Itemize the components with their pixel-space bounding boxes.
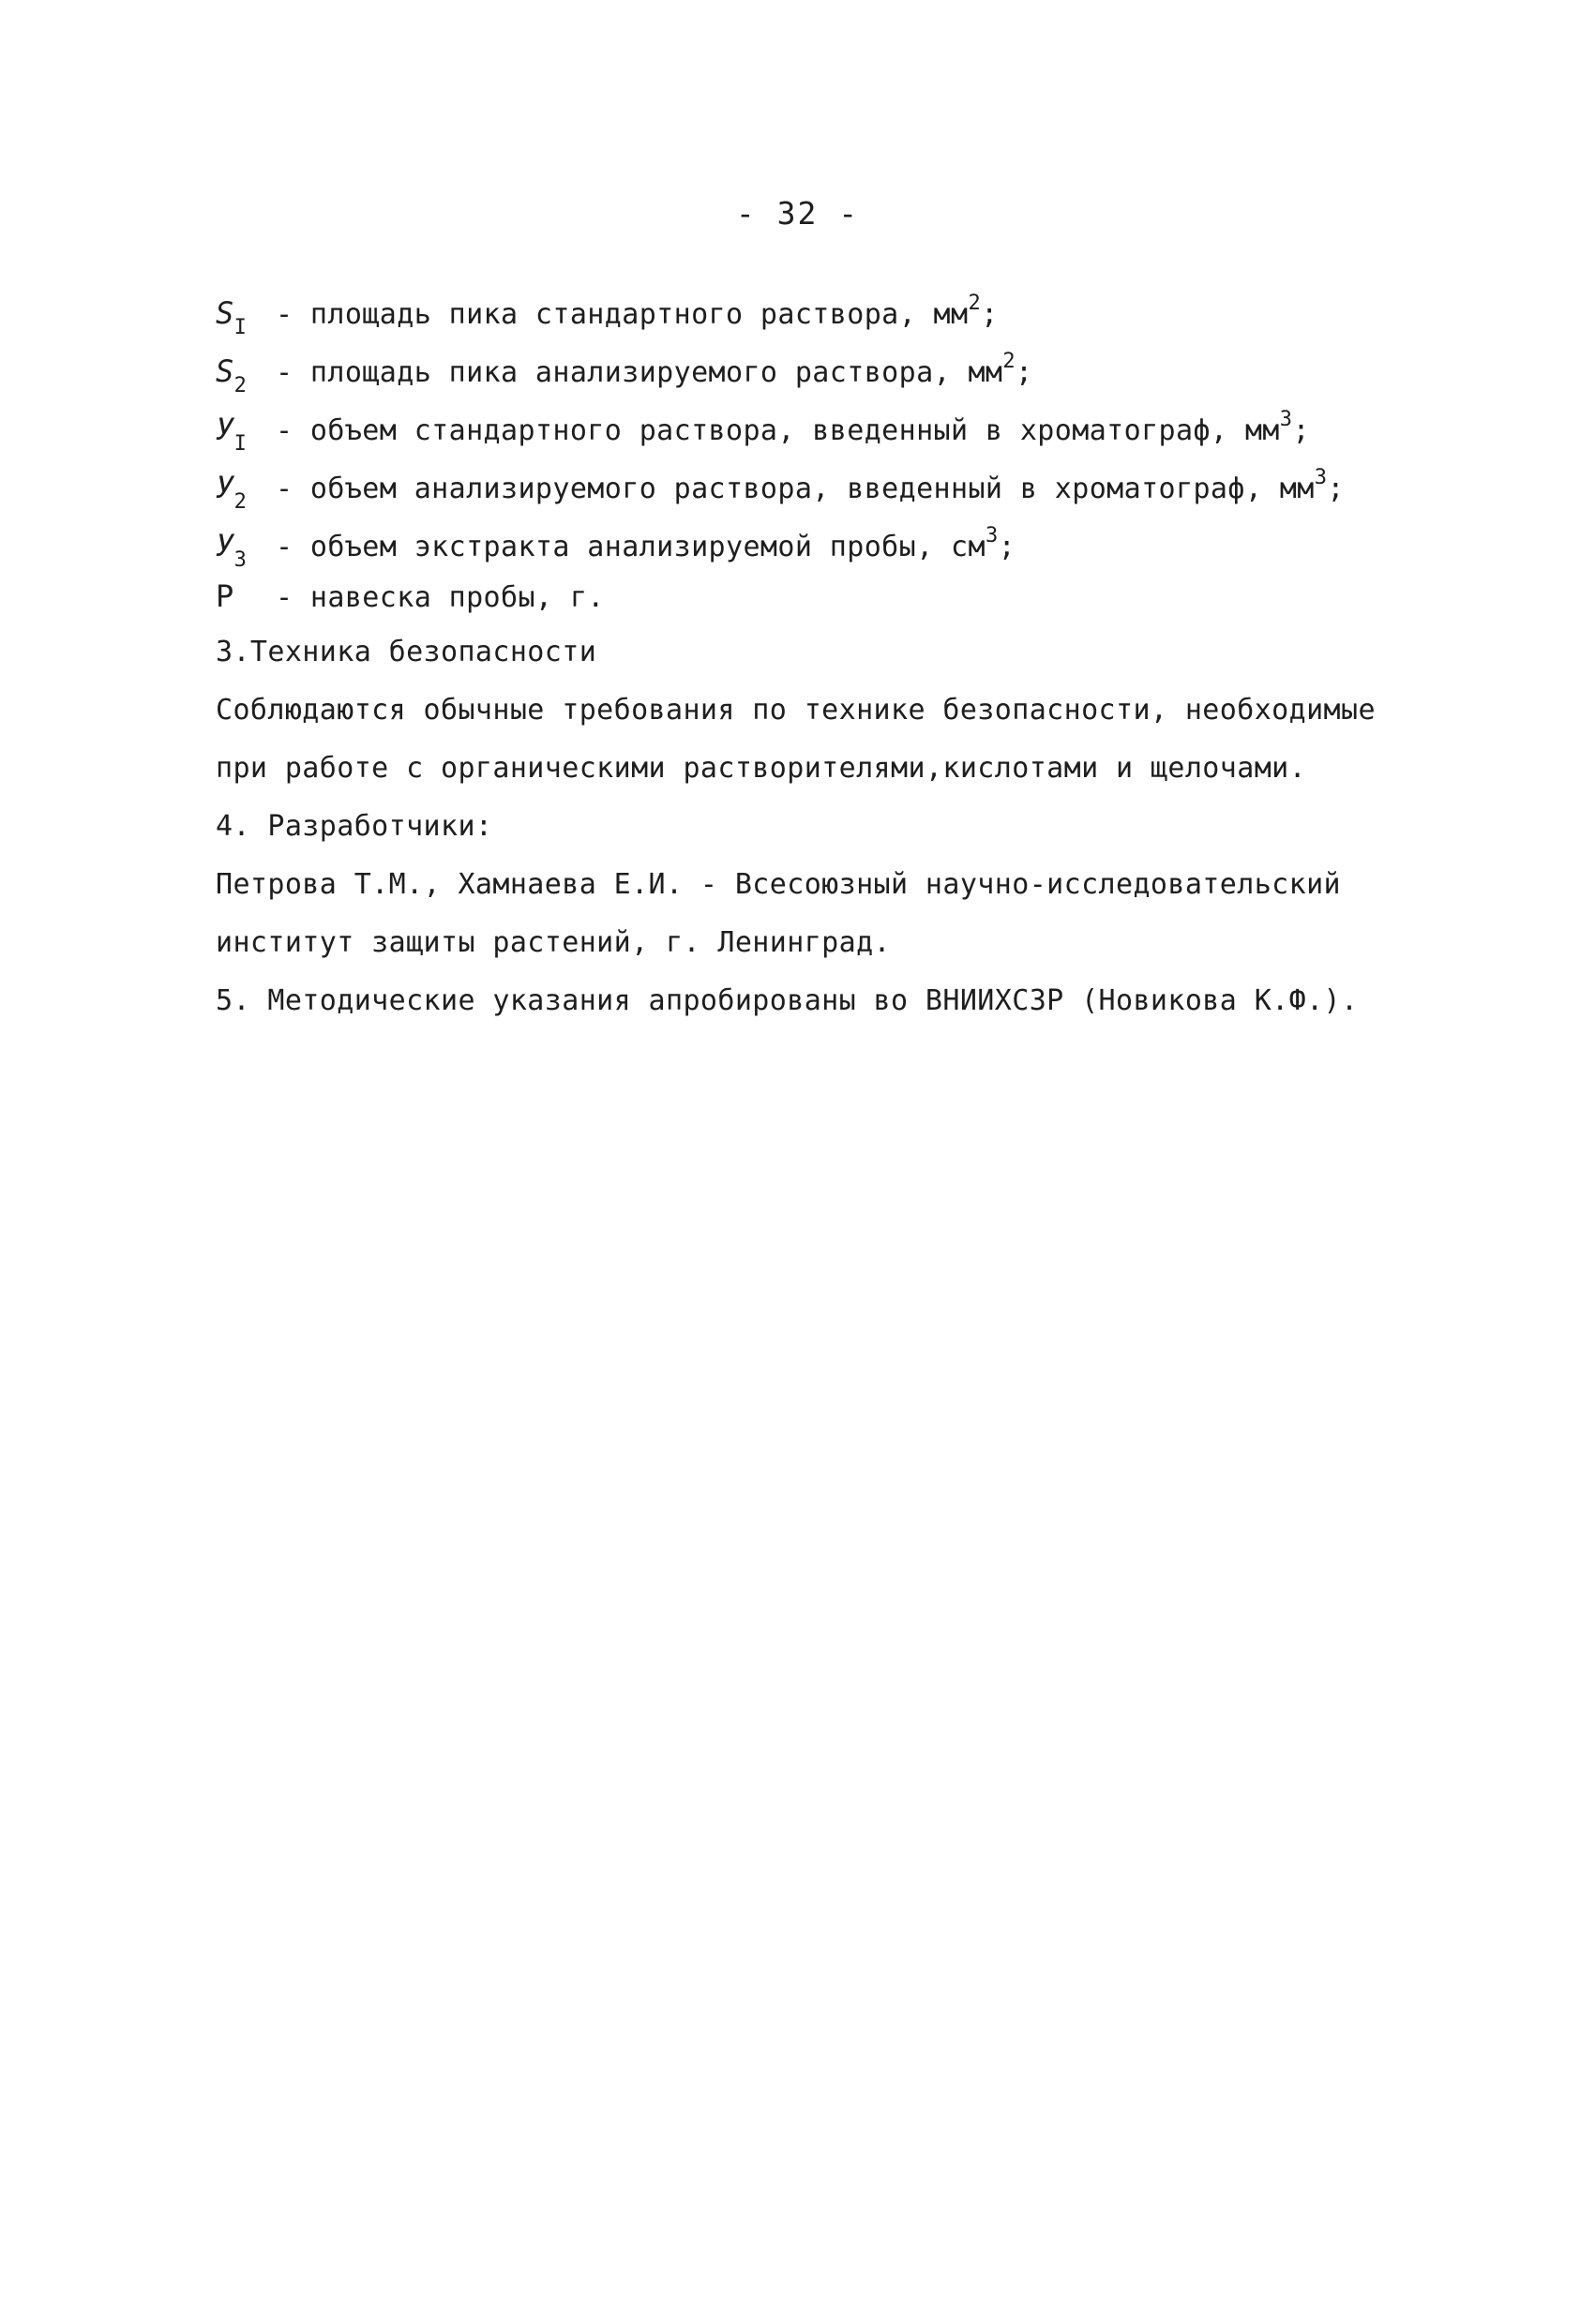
definition-text: - площадь пика анализируемого раствора, мм — [276, 356, 1003, 389]
definition-text: - объем анализируемого раствора, введенный в хроматограф, мм — [276, 472, 1315, 505]
developers-line-2: институт защиты растений, г. Ленинград. — [216, 926, 891, 959]
symbol: $У_I$ — [216, 412, 248, 457]
unit-exponent: 3 — [985, 524, 999, 547]
symbol: $S_2$ — [216, 353, 248, 398]
developers-line-1: Петрова Т.М., Хамнаева Е.И. - Всесоюзный научно-исследовательский — [216, 868, 1341, 901]
page-number: - 32 - — [735, 195, 860, 232]
symbol: Р — [216, 578, 234, 614]
definition-s1: $S_I$ - площадь пика стандартного раствора, $мм^2$; — [216, 289, 999, 343]
unit-exponent: 3 — [1279, 408, 1293, 431]
definition-text: - площадь пика стандартного раствора, мм — [276, 298, 969, 331]
definition-text: - навеска пробы, г. — [276, 581, 605, 614]
definition-v2: $У_2$ - объем анализируемого раствора, введенный в хроматограф, $мм^3$; — [216, 463, 1345, 517]
symbol: $S_I$ — [216, 295, 248, 340]
definition-text: - объем экстракта анализируемой пробы, см — [276, 531, 986, 563]
definition-s2: $S_2$ - площадь пика анализируемого раствора, $мм^2$; — [216, 347, 1033, 401]
section-testing: 5. Методические указания апробированы во ВНИИХСЗР (Новикова К.Ф.). — [216, 984, 1359, 1017]
definition-v3: $У_3$ - объем экстракта анализируемой пробы, $см^3$; — [216, 521, 1016, 576]
symbol: $У_2$ — [216, 470, 248, 515]
section-heading-developers: 4. Разработчики: — [216, 810, 493, 843]
unit-exponent: 2 — [1002, 350, 1016, 373]
symbol: $У_3$ — [216, 528, 248, 573]
definition-v1: $У_I$ - объем стандартного раствора, введенный в хроматограф, $мм^3$; — [216, 405, 1310, 459]
unit-exponent: 2 — [968, 292, 982, 315]
safety-paragraph-line-2: при работе с органическими растворителями,кислотами и щелочами. — [216, 752, 1307, 785]
section-heading-safety: 3.Техника безопасности — [216, 636, 597, 668]
safety-paragraph-line-1: Соблюдаются обычные требования по технике безопасности, необходимые — [216, 694, 1376, 727]
definition-text: - объем стандартного раствора, введенный в хроматограф, мм — [276, 414, 1280, 447]
unit-exponent: 3 — [1314, 466, 1328, 489]
definition-p — [216, 577, 605, 626]
